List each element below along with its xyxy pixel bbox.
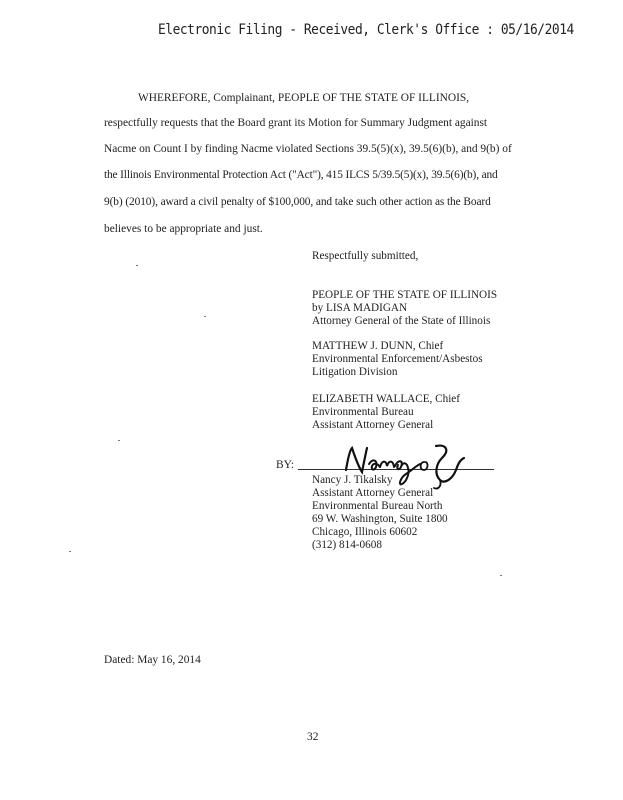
dated-line: Dated: May 16, 2014 [104,654,201,666]
bureau-chief-block [312,393,460,432]
division-line-2: Environmental Enforcement/Asbestos [312,353,483,365]
body-line-6: believes to be appropriate and just. [104,223,263,235]
scan-speck [69,551,71,552]
signer-bureau: Environmental Bureau North [312,500,443,512]
by-label: BY: [276,459,295,471]
body-line-5: 9(b) (2010), award a civil penalty of $100,000, and take such other action as the Board [104,196,491,208]
bureau-line-2: Environmental Bureau [312,406,414,418]
body-line-2: respectfully requests that the Board grant its Motion for Summary Judgment against [104,117,488,129]
signer-name: Nancy J. Tikalsky [312,474,393,486]
page-number: 32 [307,731,319,743]
bureau-line-1: ELIZABETH WALLACE, Chief [312,393,460,405]
ag-line-1: PEOPLE OF THE STATE OF ILLINOIS [312,289,498,301]
scan-speck [118,440,120,441]
scan-speck [136,265,138,266]
bureau-line-3: Assistant Attorney General [312,419,434,431]
division-line-3: Litigation Division [312,366,398,378]
body-line-1: WHEREFORE, Complainant, PEOPLE OF THE STATE OF ILLINOIS, [138,92,470,104]
scan-speck [500,575,502,576]
division-chief-block [312,340,483,379]
signer-city: Chicago, Illinois 60602 [312,526,418,538]
signer-street: 69 W. Washington, Suite 1800 [312,513,448,525]
scan-speck [204,316,206,317]
division-line-1: MATTHEW J. DUNN, Chief [312,340,444,352]
closing-text: Respectfully submitted, [312,250,419,262]
body-line-4: the Illinois Environmental Protection Act ("Act"), 415 ILCS 5/39.5(5)(x), 39.5(6)(b), and [104,169,498,181]
filing-stamp: Electronic Filing - Received, Clerk's Office : 05/16/2014 [158,22,574,38]
ag-line-3: Attorney General of the State of Illinois [312,315,491,327]
signer-title: Assistant Attorney General [312,487,434,499]
attorney-general-block [312,289,497,328]
signer-block [312,474,448,552]
closing-line [312,250,418,263]
signer-phone: (312) 814-0608 [312,539,382,551]
ag-line-2: by LISA MADIGAN [312,302,408,314]
body-line-3: Nacme on Count I by finding Nacme violated Sections 39.5(5)(x), 39.5(6)(b), and 9(b) of [104,143,512,155]
